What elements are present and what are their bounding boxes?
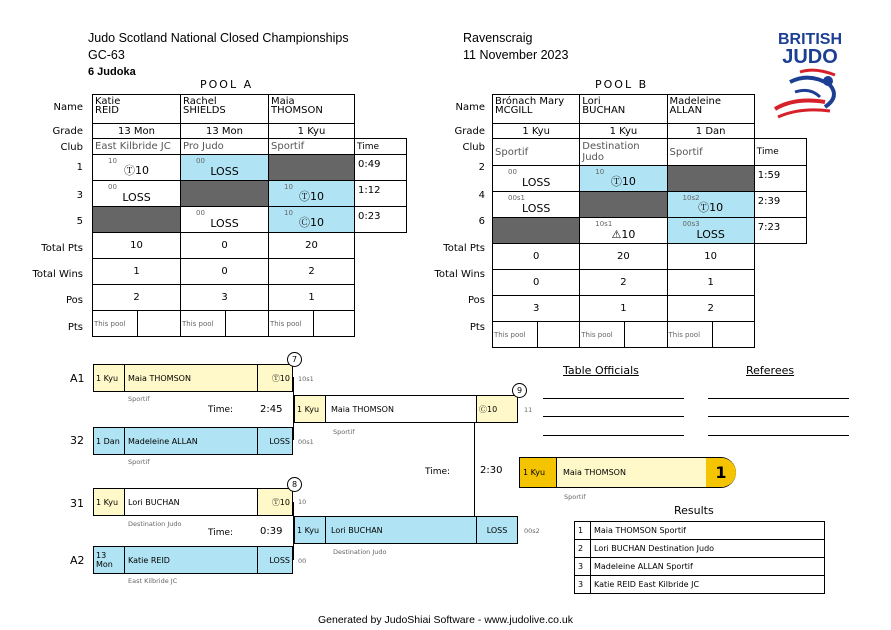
label-name: Name <box>53 102 83 113</box>
pool-b-title: POOL B <box>595 78 649 91</box>
match-7-number: 7 <box>287 352 302 367</box>
pool-b-match-cell: 00s3 LOSS <box>667 218 754 244</box>
pool-b-this-pool: This pool <box>667 322 754 348</box>
pool-b-match-cell: 00s1 LOSS <box>493 192 580 218</box>
sf1-score: 11 <box>524 406 533 414</box>
pool-a-match-time: 0:49 <box>355 155 407 181</box>
pool-b-player-name: Lori BUCHAN <box>580 95 667 124</box>
judoka-count: 6 Judoka <box>88 66 136 78</box>
pool-b-total-pts: 0 <box>493 244 580 270</box>
pool-a-match-cell: 10 Ⓣ10 <box>93 155 181 181</box>
pool-b-match-time: 7:23 <box>754 218 806 244</box>
pool-a-pos: 2 <box>93 285 181 311</box>
a2-name: Katie REID <box>124 546 258 574</box>
pool-b-row-num: 6 <box>478 216 485 227</box>
pool-b-this-pool: This pool <box>580 322 667 348</box>
result-row: 2 Lori BUCHAN Destination Judo <box>575 540 825 558</box>
pool-b-total-wins: 2 <box>580 270 667 296</box>
pool-a-total-wins: 0 <box>181 259 269 285</box>
logo-text-line2: JUDO <box>782 46 838 68</box>
pool-a-pos: 3 <box>181 285 269 311</box>
logo-text-line1: BRITISH <box>778 31 842 48</box>
label-pts: Pts <box>469 322 485 333</box>
pool-b-pos: 2 <box>667 296 754 322</box>
b2-club: Sportif <box>128 458 150 466</box>
final-name: Maia THOMSON <box>563 468 626 477</box>
event-date: 11 November 2023 <box>463 48 569 62</box>
pool-a-total-pts: 20 <box>269 233 355 259</box>
label-pos: Pos <box>65 295 83 306</box>
m8-time: 0:39 <box>260 526 283 537</box>
label-club: Club <box>462 142 485 153</box>
b2-grade: 1 Dan <box>93 427 125 455</box>
sf1-club: Sportif <box>333 428 355 436</box>
pool-a-match-time: 1:12 <box>355 181 407 207</box>
pool-a-this-pool: This pool <box>269 311 355 337</box>
m9-time-label: Time: <box>425 467 451 477</box>
final-grade: 1 Kyu <box>519 457 557 488</box>
pool-b-player-name: Madeleine ALLAN <box>667 95 754 124</box>
pool-a-this-pool: This pool <box>93 311 181 337</box>
pool-a-player-name: Katie REID <box>93 95 181 124</box>
result-row: 3 Madeleine ALLAN Sportif <box>575 558 825 576</box>
venue: Ravenscraig <box>463 31 533 45</box>
result-row: 1 Maia THOMSON Sportif <box>575 522 825 540</box>
pool-a-time-header: Time <box>355 139 407 155</box>
pool-a-match-cell: 10 Ⓣ10 <box>269 181 355 207</box>
pool-b-match-cell: 10s1 ⚠10 <box>580 218 667 244</box>
pool-b-match-cell: 00 LOSS <box>493 166 580 192</box>
b1-name: Lori BUCHAN <box>124 488 258 516</box>
b1-grade: 1 Kyu <box>93 488 125 516</box>
official-line <box>543 398 684 399</box>
referee-line <box>708 435 849 436</box>
a1-result: Ⓣ10 <box>257 364 293 392</box>
pool-a-player-name: Rachel SHIELDS <box>181 95 269 124</box>
pool-b-club: Sportif <box>667 139 754 166</box>
label-name: Name <box>455 102 485 113</box>
label-total-pts: Total Pts <box>443 243 485 254</box>
pool-a-grade: 13 Mon <box>93 124 181 139</box>
seed-a1-label: A1 <box>70 372 85 385</box>
pool-a-total-wins: 2 <box>269 259 355 285</box>
pool-a-player-name: Maia THOMSON <box>269 95 355 124</box>
event-title: Judo Scotland National Closed Championships <box>88 31 349 45</box>
pool-a-match-cell <box>181 181 269 207</box>
b2-name: Madeleine ALLAN <box>124 427 258 455</box>
match-8-number: 8 <box>287 477 302 492</box>
match-9-number: 9 <box>512 383 527 398</box>
final-club: Sportif <box>564 493 586 501</box>
m8-time-label: Time: <box>208 528 234 538</box>
table-officials-heading: Table Officials <box>563 364 639 377</box>
pool-b-grade: 1 Dan <box>667 124 754 139</box>
pool-a-club: East Kilbride JC <box>93 139 181 155</box>
pool-b-row-num: 2 <box>478 162 485 173</box>
label-total-pts: Total Pts <box>41 243 83 254</box>
pool-a-match-cell: 10 Ⓒ10 <box>269 207 355 233</box>
referee-line <box>708 398 849 399</box>
final-place: 1 <box>706 458 736 487</box>
label-total-wins: Total Wins <box>32 269 83 280</box>
b2-score: 00s1 <box>298 438 314 446</box>
pool-a-match-cell: 00 LOSS <box>181 155 269 181</box>
pool-a-match-time: 0:23 <box>355 207 407 233</box>
result-row: 3 Katie REID East Kilbride JC <box>575 576 825 594</box>
pool-a-row-num: 3 <box>76 190 83 201</box>
sf2-result: LOSS <box>476 516 518 544</box>
label-pts: Pts <box>67 322 83 333</box>
seed-a2-label: A2 <box>70 554 85 567</box>
pool-b-time-header: Time <box>754 139 806 166</box>
a2-score: 00 <box>298 557 307 565</box>
a1-club: Sportif <box>128 395 150 403</box>
pool-b-match-cell <box>667 166 754 192</box>
a1-score: 10s1 <box>298 375 314 383</box>
pool-a-table <box>92 94 407 337</box>
pool-b-match-time: 2:39 <box>754 192 806 218</box>
pool-b-match-cell: 10 Ⓣ10 <box>580 166 667 192</box>
pool-a-grade: 1 Kyu <box>269 124 355 139</box>
pool-a-club: Pro Judo <box>181 139 269 155</box>
pool-a-row-num: 1 <box>76 162 83 173</box>
category: GC-63 <box>88 48 125 62</box>
pool-b-player-name: Brónach Mary MCGILL <box>493 95 580 124</box>
b1-result: Ⓣ10 <box>257 488 293 516</box>
sf2-name: Lori BUCHAN <box>325 516 477 544</box>
pool-b-total-wins: 1 <box>667 270 754 296</box>
m9-time: 2:30 <box>480 465 503 476</box>
label-grade: Grade <box>454 126 485 137</box>
sf2-club: Destination Judo <box>333 548 387 556</box>
pool-b-match-cell <box>580 192 667 218</box>
results-heading: Results <box>674 504 714 517</box>
a1-name: Maia THOMSON <box>124 364 258 392</box>
seed-b2-label: 32 <box>70 434 84 447</box>
pool-b-grade: 1 Kyu <box>493 124 580 139</box>
pool-b-table <box>492 94 807 348</box>
pool-a-total-wins: 1 <box>93 259 181 285</box>
a1-grade: 1 Kyu <box>93 364 125 392</box>
pool-a-total-pts: 10 <box>93 233 181 259</box>
m7-time-label: Time: <box>208 405 234 415</box>
seed-b1-label: 31 <box>70 497 84 510</box>
referee-line <box>708 416 849 417</box>
pool-b-grade: 1 Kyu <box>580 124 667 139</box>
pool-b-total-pts: 20 <box>580 244 667 270</box>
pool-b-match-cell <box>493 218 580 244</box>
pool-b-match-time: 1:59 <box>754 166 806 192</box>
pool-b-club: Sportif <box>493 139 580 166</box>
pool-b-total-pts: 10 <box>667 244 754 270</box>
label-pos: Pos <box>467 295 485 306</box>
label-total-wins: Total Wins <box>434 269 485 280</box>
pool-b-total-wins: 0 <box>493 270 580 296</box>
pool-a-row-num: 5 <box>76 216 83 227</box>
pool-a-grade: 13 Mon <box>181 124 269 139</box>
pool-a-this-pool: This pool <box>181 311 269 337</box>
pool-a-match-cell <box>269 155 355 181</box>
m7-time: 2:45 <box>260 404 283 415</box>
pool-b-club: Destination Judo <box>580 139 667 166</box>
pool-a-match-cell: 00 LOSS <box>181 207 269 233</box>
b2-result: LOSS <box>257 427 293 455</box>
pool-b-match-cell: 10s2 Ⓣ10 <box>667 192 754 218</box>
pool-a-club: Sportif <box>269 139 355 155</box>
pool-a-match-cell <box>93 207 181 233</box>
footer-credit: Generated by JudoShiai Software - www.judolive.co.uk <box>317 614 574 626</box>
pool-b-pos: 1 <box>580 296 667 322</box>
sf1-name: Maia THOMSON <box>325 395 477 423</box>
label-grade: Grade <box>52 126 83 137</box>
pool-a-match-cell: 00 LOSS <box>93 181 181 207</box>
pool-b-pos: 3 <box>493 296 580 322</box>
sf2-score: 00s2 <box>524 527 540 535</box>
sf1-grade: 1 Kyu <box>294 395 326 423</box>
pool-a-title: POOL A <box>200 78 254 91</box>
b1-score: 10 <box>298 498 307 506</box>
pool-a-total-pts: 0 <box>181 233 269 259</box>
a2-result: LOSS <box>257 546 293 574</box>
sf1-result: Ⓒ10 <box>476 395 518 423</box>
official-line <box>543 435 684 436</box>
results-table <box>574 521 825 594</box>
label-club: Club <box>60 142 83 153</box>
b1-club: Destination Judo <box>128 520 182 528</box>
referees-heading: Referees <box>746 364 795 377</box>
pool-b-this-pool: This pool <box>493 322 580 348</box>
a2-club: East Kilbride JC <box>128 577 178 585</box>
pool-a-pos: 1 <box>269 285 355 311</box>
sf2-grade: 1 Kyu <box>294 516 326 544</box>
official-line <box>543 416 684 417</box>
a2-grade: 13 Mon <box>93 546 125 574</box>
pool-b-row-num: 4 <box>478 190 485 201</box>
